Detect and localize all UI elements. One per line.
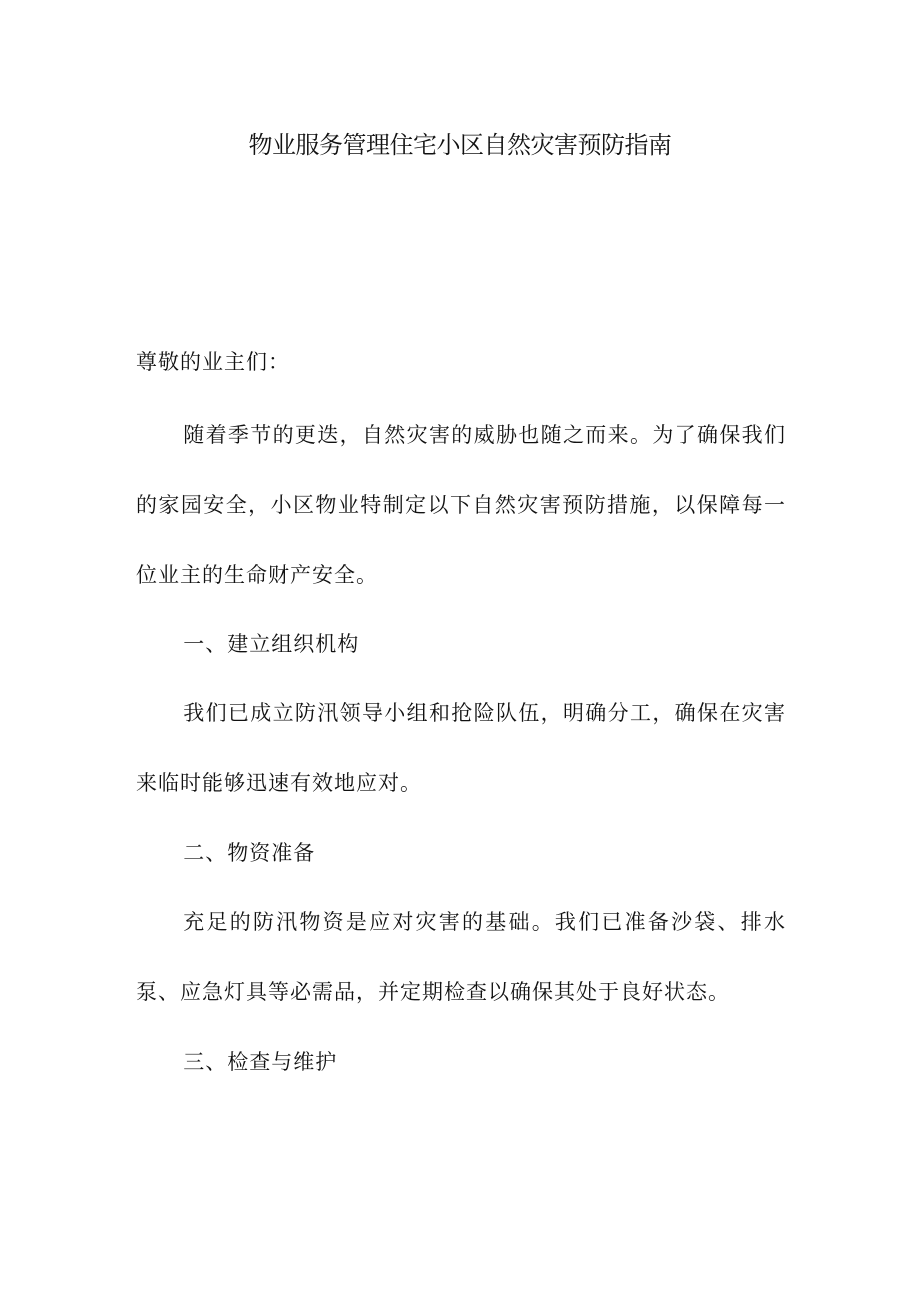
intro-paragraph: 随着季节的更迭，自然灾害的威胁也随之而来。为了确保我们的家园安全，小区物业特制定以下自然灾害预防措施，以保障每一位业主的生命财产安全。	[136, 423, 786, 587]
section-heading-2: 二、物资准备	[183, 841, 316, 865]
section-paragraph-1: 我们已成立防汛领导小组和抢险队伍，明确分工，确保在灾害来临时能够迅速有效地应对。	[136, 701, 786, 795]
section-heading-3: 三、检查与维护	[183, 1050, 338, 1074]
salutation: 尊敬的业主们：	[136, 350, 290, 374]
section-heading-1: 一、建立组织机构	[183, 632, 360, 656]
document-title: 物业服务管理住宅小区自然灾害预防指南	[248, 131, 672, 159]
section-paragraph-2: 充足的防汛物资是应对灾害的基础。我们已准备沙袋、排水泵、应急灯具等必需品，并定期检查以确保其处于良好状态。	[136, 910, 786, 1004]
